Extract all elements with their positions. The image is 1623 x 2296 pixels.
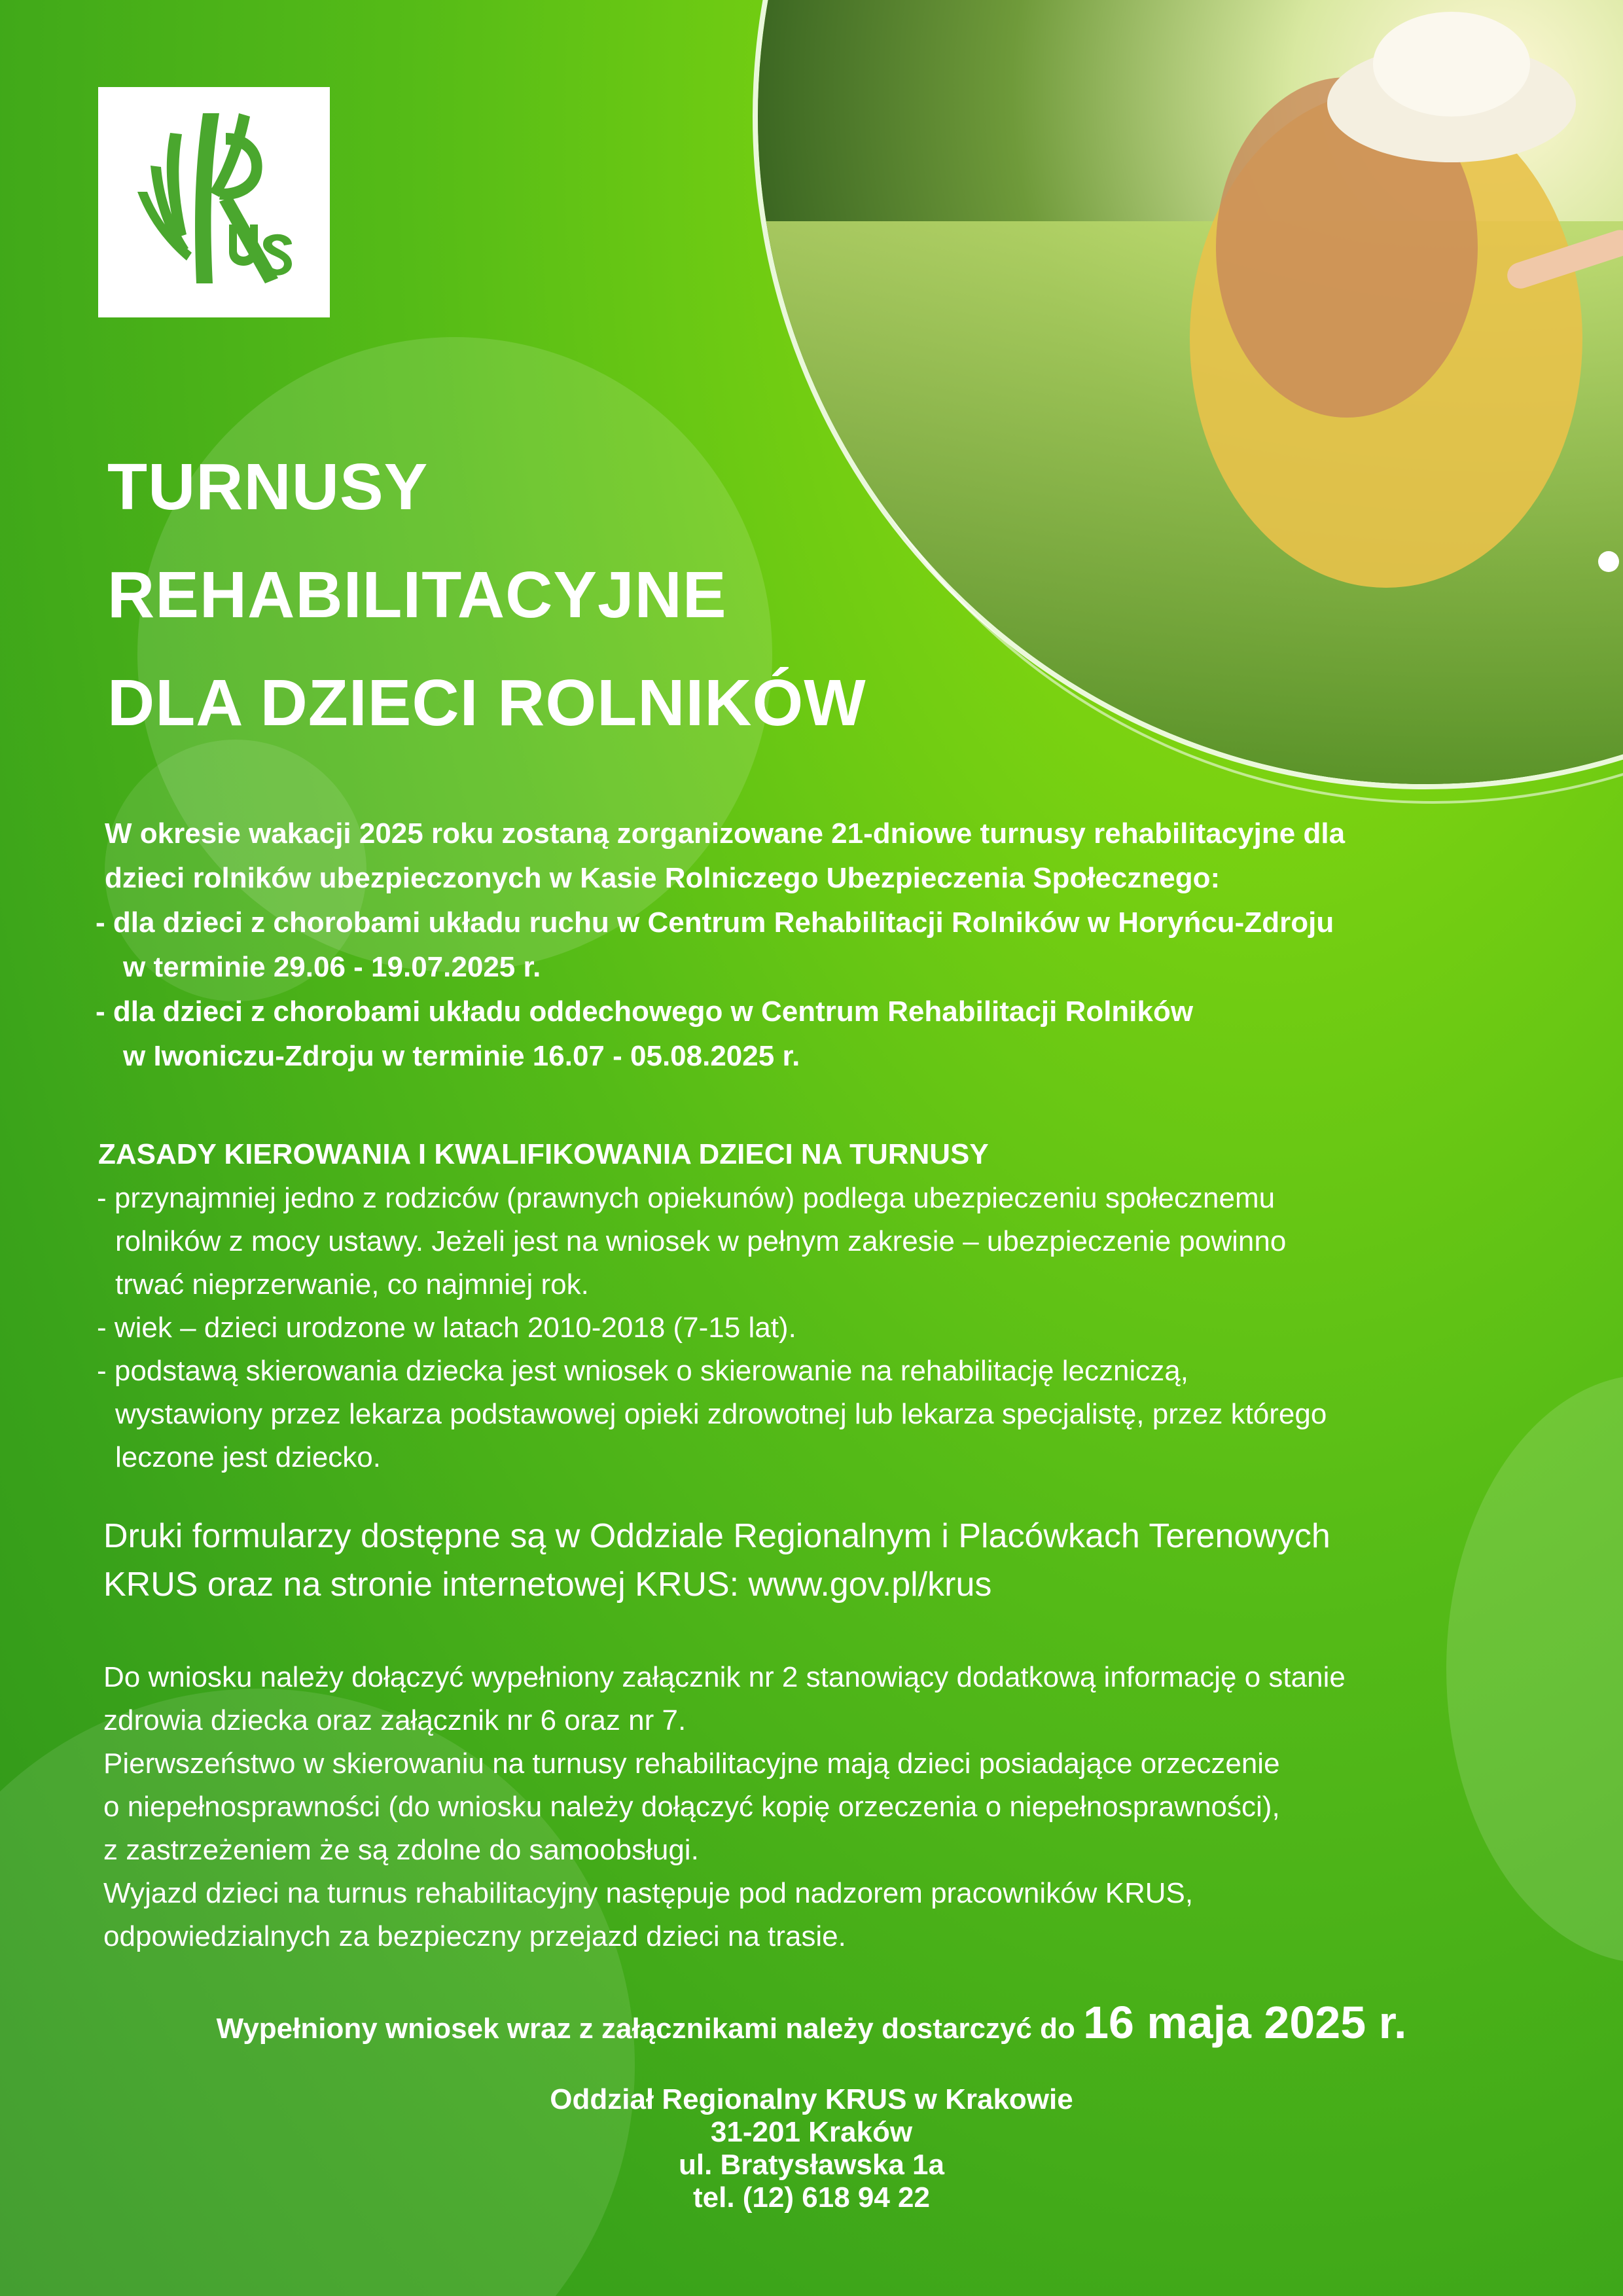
rules-line: rolników z mocy ustawy. Jeżeli jest na wniosek w pełnym zakresie – ubezpieczenie powinno xyxy=(115,1225,1287,1257)
info-line: Do wniosku należy dołączyć wypełniony załącznik nr 2 stanowiący dodatkową informację o stanie xyxy=(103,1661,1346,1693)
forms-line: Druki formularzy dostępne są w Oddziale Regionalnym i Placówkach Terenowych xyxy=(103,1517,1330,1555)
deadline-notice xyxy=(0,1996,1623,2049)
page-title xyxy=(107,433,866,757)
rules-line: leczone jest dziecko. xyxy=(115,1441,381,1473)
rules-line: - podstawą skierowania dziecka jest wniosek o skierowanie na rehabilitację leczniczą, xyxy=(97,1355,1188,1387)
intro-line: w terminie 29.06 - 19.07.2025 r. xyxy=(123,951,541,983)
info-line: zdrowia dziecka oraz załącznik nr 6 oraz nr 7. xyxy=(103,1704,687,1736)
attachments-info xyxy=(103,1656,1346,1958)
info-line: o niepełnosprawności (do wniosku należy dołączyć kopię orzeczenia o niepełnosprawności), xyxy=(103,1791,1280,1823)
intro-line: w Iwoniczu-Zdroju w terminie 16.07 - 05.08.2025 r. xyxy=(123,1040,800,1072)
rules-title: ZASADY KIEROWANIA I KWALIFIKOWANIA DZIECI NA TURNUSY xyxy=(98,1138,989,1170)
intro-line: W okresie wakacji 2025 roku zostaną zorganizowane 21-dniowe turnusy rehabilitacyjne dla xyxy=(105,817,1346,850)
info-line: Wyjazd dzieci na turnus rehabilitacyjny następuje pod nadzorem pracowników KRUS, xyxy=(103,1877,1194,1909)
office-street: ul. Bratysławska 1a xyxy=(678,2149,944,2181)
forms-info xyxy=(103,1512,1330,1609)
title-line: DLA DZIECI ROLNIKÓW xyxy=(107,666,866,740)
info-line: z zastrzeżeniem że są zdolne do samoobsługi. xyxy=(103,1834,699,1866)
rules-line: trwać nieprzerwanie, co najmniej rok. xyxy=(115,1268,589,1300)
intro-line: - dla dzieci z chorobami układu oddechowego w Centrum Rehabilitacji Rolników xyxy=(96,996,1194,1028)
intro-line: - dla dzieci z chorobami układu ruchu w Centrum Rehabilitacji Rolników w Horyńcu-Zdroju xyxy=(96,906,1334,939)
intro-line: dzieci rolników ubezpieczonych w Kasie Rolniczego Ubezpieczenia Społecznego: xyxy=(105,862,1221,894)
rules-section xyxy=(97,1177,1327,1479)
rules-line: - przynajmniej jedno z rodziców (prawnych opiekunów) podlega ubezpieczeniu społecznemu xyxy=(97,1182,1275,1214)
office-postal: 31-201 Kraków xyxy=(710,2116,913,2148)
deadline-date: 16 maja 2025 r. xyxy=(1083,1997,1407,2048)
decor-bubble xyxy=(1446,1374,1623,1964)
hero-photo xyxy=(753,0,1623,789)
info-line: Pierwszeństwo w skierowaniu na turnusy rehabilitacyjne mają dzieci posiadające orzeczenie xyxy=(103,1748,1280,1780)
deadline-text: Wypełniony wniosek wraz z załącznikami należy dostarczyć do xyxy=(216,2013,1075,2045)
title-line: REHABILITACYJNE xyxy=(107,558,727,632)
rules-line: wystawiony przez lekarza podstawowej opieki zdrowotnej lub lekarza specjalistę, przez którego xyxy=(115,1398,1327,1430)
office-name: Oddział Regionalny KRUS w Krakowie xyxy=(550,2083,1073,2115)
info-line: odpowiedzialnych za bezpieczny przejazd dzieci na trasie. xyxy=(103,1920,846,1952)
office-phone: tel. (12) 618 94 22 xyxy=(692,2181,930,2214)
office-address xyxy=(0,2083,1623,2214)
title-line: TURNUSY xyxy=(107,450,429,524)
forms-line: KRUS oraz na stronie internetowej KRUS: www.gov.pl/krus xyxy=(103,1566,992,1604)
krus-logo-icon xyxy=(98,87,330,317)
girl-in-meadow-photo xyxy=(758,0,1623,784)
rules-line: - wiek – dzieci urodzone w latach 2010-2018 (7-15 lat). xyxy=(97,1312,796,1344)
krus-logo xyxy=(98,87,330,317)
intro-section xyxy=(96,812,1346,1079)
